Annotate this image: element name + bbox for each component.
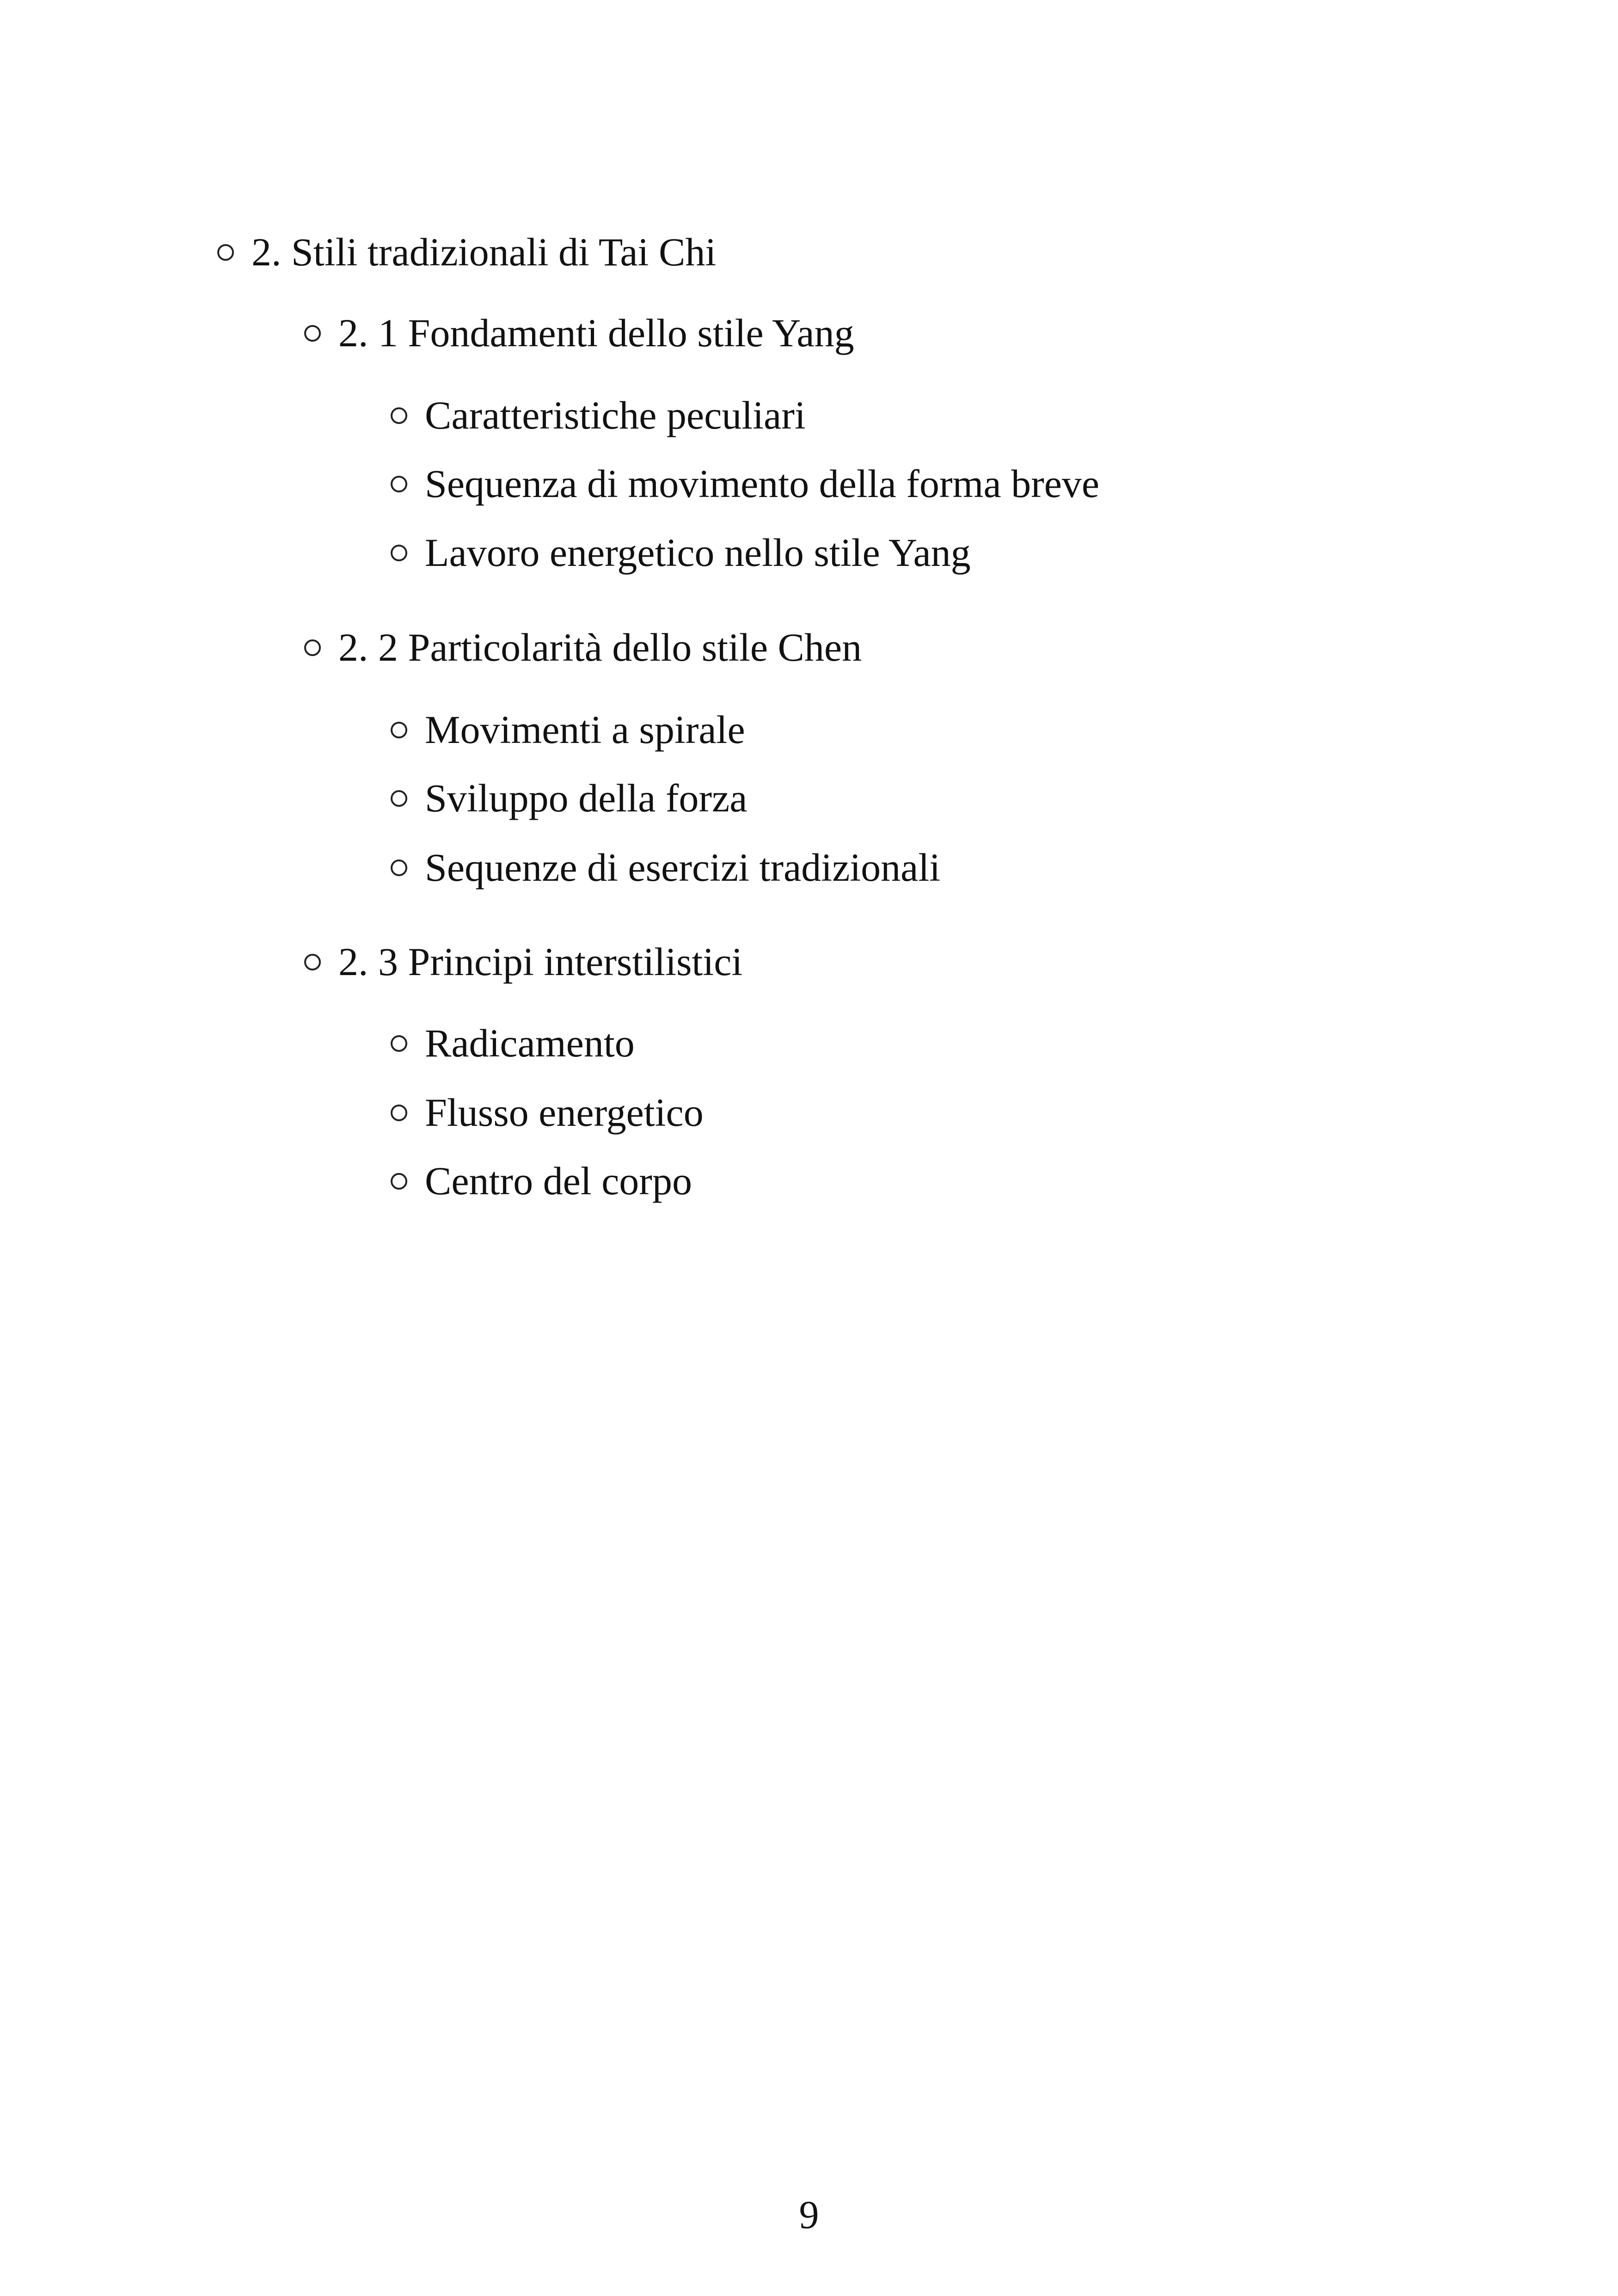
hollow-circle-bullet-icon xyxy=(391,790,407,807)
hollow-circle-bullet-icon xyxy=(391,476,407,492)
outline-section-label: 2. 1 Fondamenti dello stile Yang xyxy=(338,311,854,355)
hollow-circle-bullet-icon xyxy=(391,407,407,424)
outline-subitem-label: Caratteristiche peculiari xyxy=(425,393,806,437)
outline-level1-item xyxy=(217,232,716,272)
hollow-circle-bullet-icon xyxy=(217,244,234,261)
outline-subitem-label: Lavoro energetico nello stile Yang xyxy=(425,530,971,575)
outline-subitem xyxy=(391,845,941,890)
hollow-circle-bullet-icon xyxy=(391,545,407,561)
page-number: 9 xyxy=(799,2192,819,2237)
outline-section-item xyxy=(304,627,862,667)
outline-subitem xyxy=(391,530,971,575)
outline-subitem xyxy=(391,461,1100,506)
outline-section-label: 2. 3 Principi interstilistici xyxy=(338,939,743,984)
hollow-circle-bullet-icon xyxy=(391,1173,407,1190)
outline-subitem xyxy=(391,1023,635,1063)
outline-subitem xyxy=(391,707,745,752)
outline-subitem xyxy=(391,1161,692,1201)
hollow-circle-bullet-icon xyxy=(391,722,407,738)
outline-subitem xyxy=(391,395,806,435)
outline-subitem xyxy=(391,1090,704,1135)
outline-section-label: 2. 2 Particolarità dello stile Chen xyxy=(338,625,862,669)
outline-subitem-label: Flusso energetico xyxy=(425,1090,704,1135)
hollow-circle-bullet-icon xyxy=(304,639,321,656)
outline-level1-label: 2. Stili tradizionali di Tai Chi xyxy=(251,230,717,274)
outline-subitem-label: Movimenti a spirale xyxy=(425,707,745,752)
outline-section-item xyxy=(304,313,854,353)
hollow-circle-bullet-icon xyxy=(391,1105,407,1121)
outline-subitem xyxy=(391,778,747,818)
hollow-circle-bullet-icon xyxy=(391,859,407,876)
outline-subitem-label: Radicamento xyxy=(425,1021,635,1065)
outline-subitem-label: Sequenze di esercizi tradizionali xyxy=(425,845,941,890)
outline-subitem-label: Centro del corpo xyxy=(425,1159,692,1203)
outline-subitem-label: Sequenza di movimento della forma breve xyxy=(425,461,1100,506)
outline-subitem-label: Sviluppo della forza xyxy=(425,776,748,820)
hollow-circle-bullet-icon xyxy=(304,325,321,342)
hollow-circle-bullet-icon xyxy=(304,954,321,970)
hollow-circle-bullet-icon xyxy=(391,1035,407,1052)
outline-section-item xyxy=(304,939,743,984)
